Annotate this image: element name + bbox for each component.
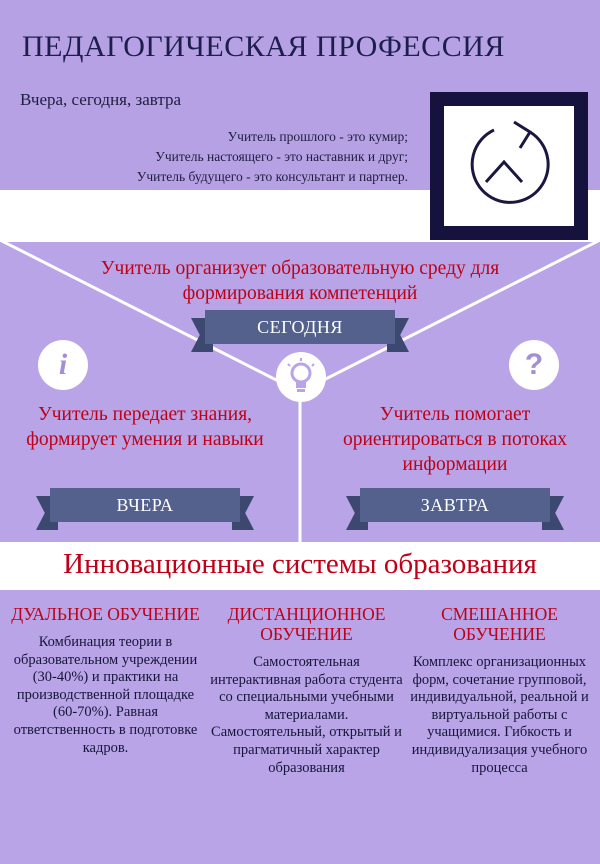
refresh-arrow-chevron-icon [444,106,574,226]
dual-learning-column [8,604,203,757]
yesterday-ribbon [50,488,240,522]
lightbulb-glyph [276,352,326,402]
quote-past: Учитель прошлого - это кумир; [227,129,408,144]
today-ribbon-label: СЕГОДНЯ [205,310,395,344]
question-icon: ? [509,340,559,390]
today-ribbon [205,310,395,344]
column-title: ДИСТАНЦИОННОЕ ОБУЧЕНИЕ [227,604,386,644]
innovation-title: Инновационные системы образования [63,548,537,580]
quote-present: Учитель настоящего - это наставник и друг; [155,149,408,164]
eras-section [0,242,600,542]
today-description: Учитель организует образовательную среду для формирования компетенций [100,258,500,304]
distance-learning-column [209,604,404,777]
teacher-quotes [137,127,408,187]
info-icon: i [38,340,88,390]
learning-systems [0,590,600,864]
column-title: СМЕШАННОЕ ОБУЧЕНИЕ [441,604,558,644]
yesterday-description: Учитель передает знания, формирует умения и навыки [26,404,264,450]
logo-frame [430,92,588,240]
logo-inner [444,106,574,226]
yesterday-ribbon-label: ВЧЕРА [50,488,240,522]
tomorrow-description: Учитель помогает ориентироваться в потоках информации [342,404,568,475]
tomorrow-ribbon-label: ЗАВТРА [360,488,550,522]
page-title: ПЕДАГОГИЧЕСКАЯ ПРОФЕССИЯ [22,30,505,63]
lightbulb-icon [276,352,326,402]
innovation-banner [0,542,600,590]
column-title: ДУАЛЬНОЕ ОБУЧЕНИЕ [11,604,200,624]
column-body: Самостоятельная интерактивная работа студента со специальными учебными материалами. Самостоятельный, открытый и прагматичный характер образования [210,654,403,776]
column-body: Комплекс организационных форм, сочетание групповой, индивидуальной, реальной и виртуальной работы с учащимися. Гибкость и индивидуализация учебного процесса [410,654,589,776]
blended-learning-column [402,604,597,777]
tomorrow-ribbon [360,488,550,522]
page-subtitle: Вчера, сегодня, завтра [20,90,182,109]
quote-future: Учитель будущего - это консультант и партнер. [136,169,408,184]
column-body: Комбинация теории в образовательном учреждении (30-40%) и практики на производственной площадке (60-70%). Равная ответственность в подготовке кадров. [13,634,198,756]
